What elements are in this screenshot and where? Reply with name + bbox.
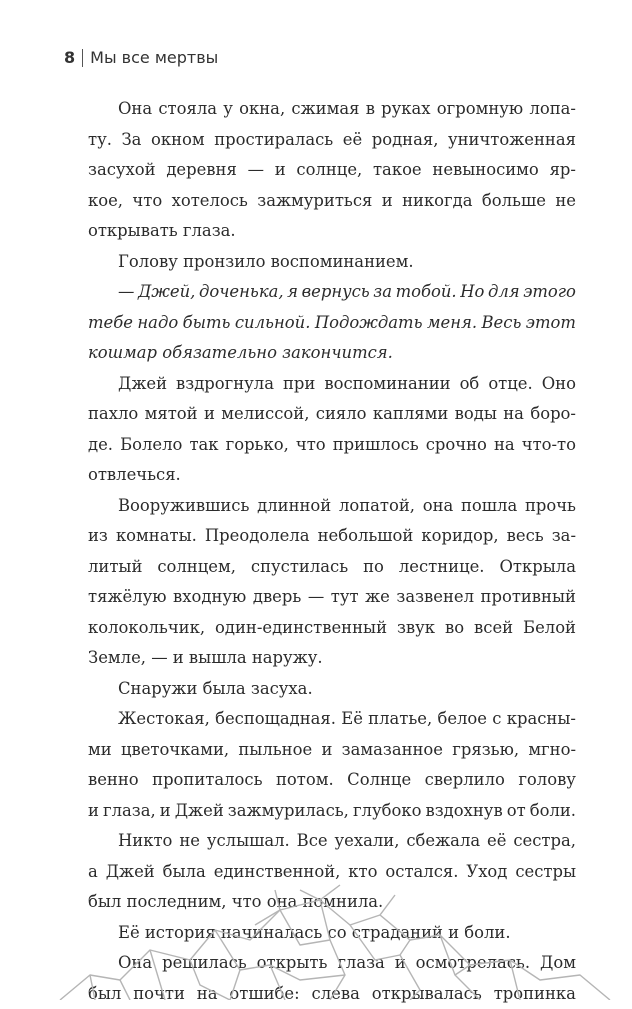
text-line: кое, что хотелось зажмуриться и никогда больше не bbox=[88, 186, 576, 217]
text-line: из комнаты. Преодолела небольшой коридор, весь за- bbox=[88, 521, 576, 552]
text-line: де. Болело так горько, что пришлось срочно на что-то bbox=[88, 430, 576, 461]
header-divider bbox=[82, 49, 83, 67]
running-header bbox=[64, 48, 218, 67]
text-line: ту. За окном простиралась её родная, уничтоженная bbox=[88, 125, 576, 156]
text-line: тебе надо быть сильной. Подождать меня. Весь этот bbox=[88, 308, 576, 339]
running-title: Мы все мертвы bbox=[90, 48, 218, 67]
text-line: Никто не услышал. Все уехали, сбежала её сестра, bbox=[88, 826, 576, 857]
text-line: Вооружившись длинной лопатой, она пошла прочь bbox=[88, 491, 576, 522]
text-line: Земле, — и вышла наружу. bbox=[88, 643, 576, 674]
text-line: открывать глаза. bbox=[88, 216, 576, 247]
text-line: кошмар обязательно закончится. bbox=[88, 338, 576, 369]
cracked-earth-illustration-icon bbox=[0, 880, 632, 1000]
text-line: тяжёлую входную дверь — тут же зазвенел противный bbox=[88, 582, 576, 613]
text-line: Голову пронзило воспоминанием. bbox=[88, 247, 576, 278]
text-line: был последним, что она помнила. bbox=[88, 887, 576, 918]
text-line: Снаружи была засуха. bbox=[88, 674, 576, 705]
text-line: ми цветочками, пыльное и замазанное грязью, мгно- bbox=[88, 735, 576, 766]
text-line: Джей вздрогнула при воспоминании об отце. Оно bbox=[88, 369, 576, 400]
text-line: и глаза, и Джей зажмурилась, глубоко вздохнув от боли. bbox=[88, 796, 576, 827]
text-line: колокольчик, один-единственный звук во всей Белой bbox=[88, 613, 576, 644]
text-line: отвлечься. bbox=[88, 460, 576, 491]
page-number: 8 bbox=[64, 48, 75, 67]
text-line: засухой деревня — и солнце, такое невыносимо яр- bbox=[88, 155, 576, 186]
text-line: а Джей была единственной, кто остался. Уход сестры bbox=[88, 857, 576, 888]
text-line: — Джей, доченька, я вернусь за тобой. Но для этого bbox=[88, 277, 576, 308]
text-line: Её история начиналась со страданий и боли. bbox=[88, 918, 576, 949]
text-line: Жестокая, беспощадная. Её платье, белое с красны- bbox=[88, 704, 576, 735]
text-line: Она стояла у окна, сжимая в руках огромную лопа- bbox=[88, 94, 576, 125]
body-text bbox=[88, 94, 576, 1009]
text-line: венно пропиталось потом. Солнце сверлило голову bbox=[88, 765, 576, 796]
text-line: литый солнцем, спустилась по лестнице. Открыла bbox=[88, 552, 576, 583]
text-line: был почти на отшибе: слева открывалась тропинка bbox=[88, 979, 576, 1009]
text-line: Она решилась открыть глаза и осмотрелась. Дом bbox=[88, 948, 576, 979]
text-line: пахло мятой и мелиссой, сияло каплями воды на боро- bbox=[88, 399, 576, 430]
